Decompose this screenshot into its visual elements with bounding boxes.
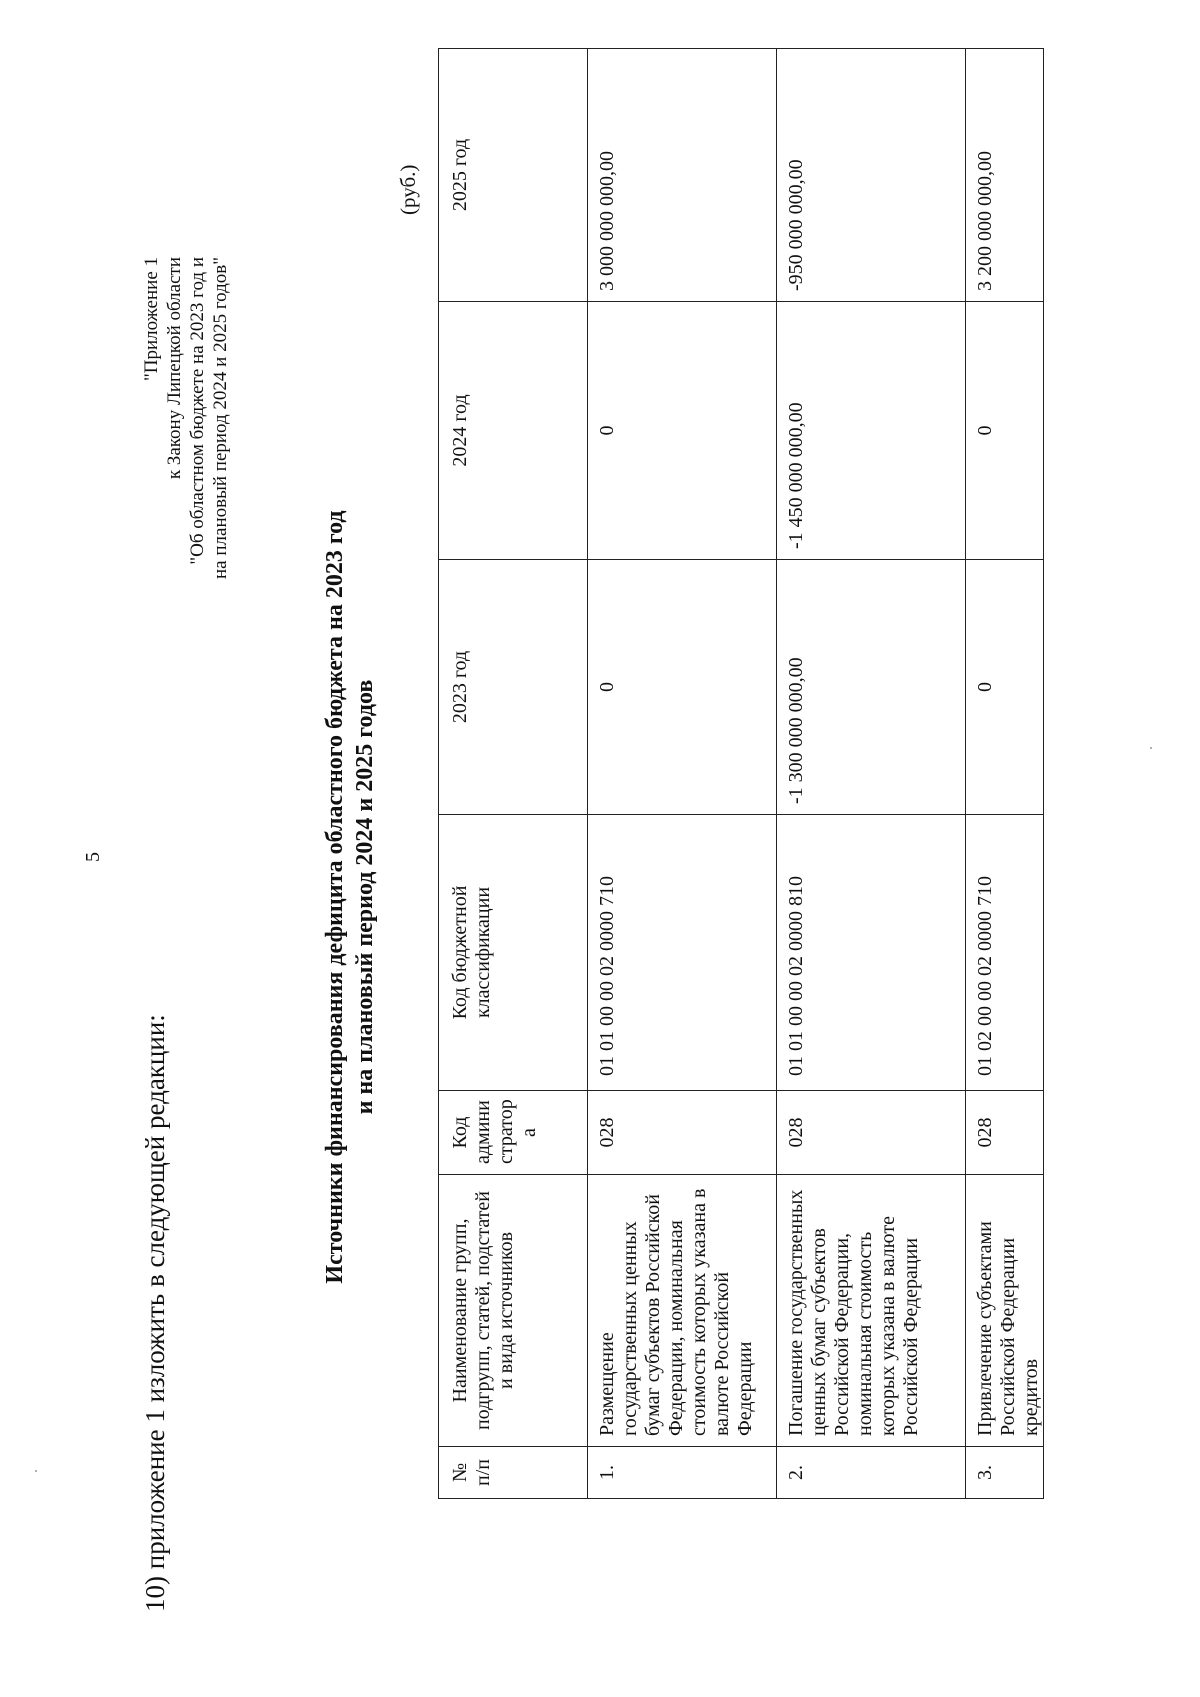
title-line: Источники финансирования дефицита областного бюджета на 2023 год — [322, 510, 348, 1284]
scan-speck — [1150, 747, 1152, 749]
row-num: 3. — [966, 1447, 1044, 1499]
header-2024: 2024 год — [439, 302, 588, 560]
row-value-2025: 3 000 000 000,00 — [588, 49, 777, 302]
appendix-note-line: к Закону Липецкой области — [164, 257, 185, 480]
row-value-2024: 0 — [588, 302, 777, 560]
header-2023: 2023 год — [439, 560, 588, 815]
appendix-note-line: "Приложение 1 — [141, 257, 162, 381]
appendix-note-line: "Об областном бюджете на 2023 год и — [187, 257, 208, 565]
table-row — [588, 49, 777, 1499]
row-value-2023: 0 — [588, 560, 777, 815]
row-value-2023: -1 300 000 000,00 — [777, 560, 966, 815]
financing-sources-table — [438, 48, 1044, 1499]
appendix-note — [140, 257, 232, 697]
appendix-note-line: на плановый период 2024 и 2025 годов" — [210, 257, 231, 579]
row-value-2025: -950 000 000,00 — [777, 49, 966, 302]
row-admin-code: 028 — [966, 1091, 1044, 1175]
row-admin-code: 028 — [588, 1091, 777, 1175]
table-row — [777, 49, 966, 1499]
row-value-2023: 0 — [966, 560, 1044, 815]
header-admin-code: Код админи стратор а — [439, 1091, 588, 1175]
row-budget-code: 01 01 00 00 02 0000 710 — [588, 815, 777, 1091]
header-2025: 2025 год — [439, 49, 588, 302]
header-budget-code: Код бюджетной классификации — [439, 815, 588, 1091]
row-name: Погашение государственных ценных бумаг субъектов Российской Федерации, номинальная стоимость которых указана в валюте Российской Федерации — [777, 1175, 966, 1447]
row-budget-code: 01 02 00 00 02 0000 710 — [966, 815, 1044, 1091]
table-header-row — [439, 49, 588, 1499]
row-value-2024: -1 450 000 000,00 — [777, 302, 966, 560]
page-number: 5 — [82, 852, 104, 862]
table-row — [966, 49, 1044, 1499]
title-line: и на плановый период 2024 и 2025 годов — [352, 679, 378, 1115]
header-num: № п/п — [439, 1447, 588, 1499]
intro-text: 10) приложение 1 изложить в следующей редакции: — [140, 1014, 170, 1612]
row-name: Привлечение субъектами Российской Федерации кредитов — [966, 1175, 1044, 1447]
row-value-2024: 0 — [966, 302, 1044, 560]
row-name: Размещение государственных ценных бумаг субъектов Российской Федерации, номинальная стоимость которых указана в валюте Российской Федерации — [588, 1175, 777, 1447]
document-title — [320, 397, 380, 1397]
row-budget-code: 01 01 00 00 02 0000 810 — [777, 815, 966, 1091]
scan-speck — [35, 1470, 37, 1472]
header-name: Наименование групп, подгрупп, статей, подстатей и вида источников — [439, 1175, 588, 1447]
row-value-2025: 3 200 000 000,00 — [966, 49, 1044, 302]
row-num: 2. — [777, 1447, 966, 1499]
row-admin-code: 028 — [777, 1091, 966, 1175]
units-label: (руб.) — [396, 164, 420, 215]
row-num: 1. — [588, 1447, 777, 1499]
